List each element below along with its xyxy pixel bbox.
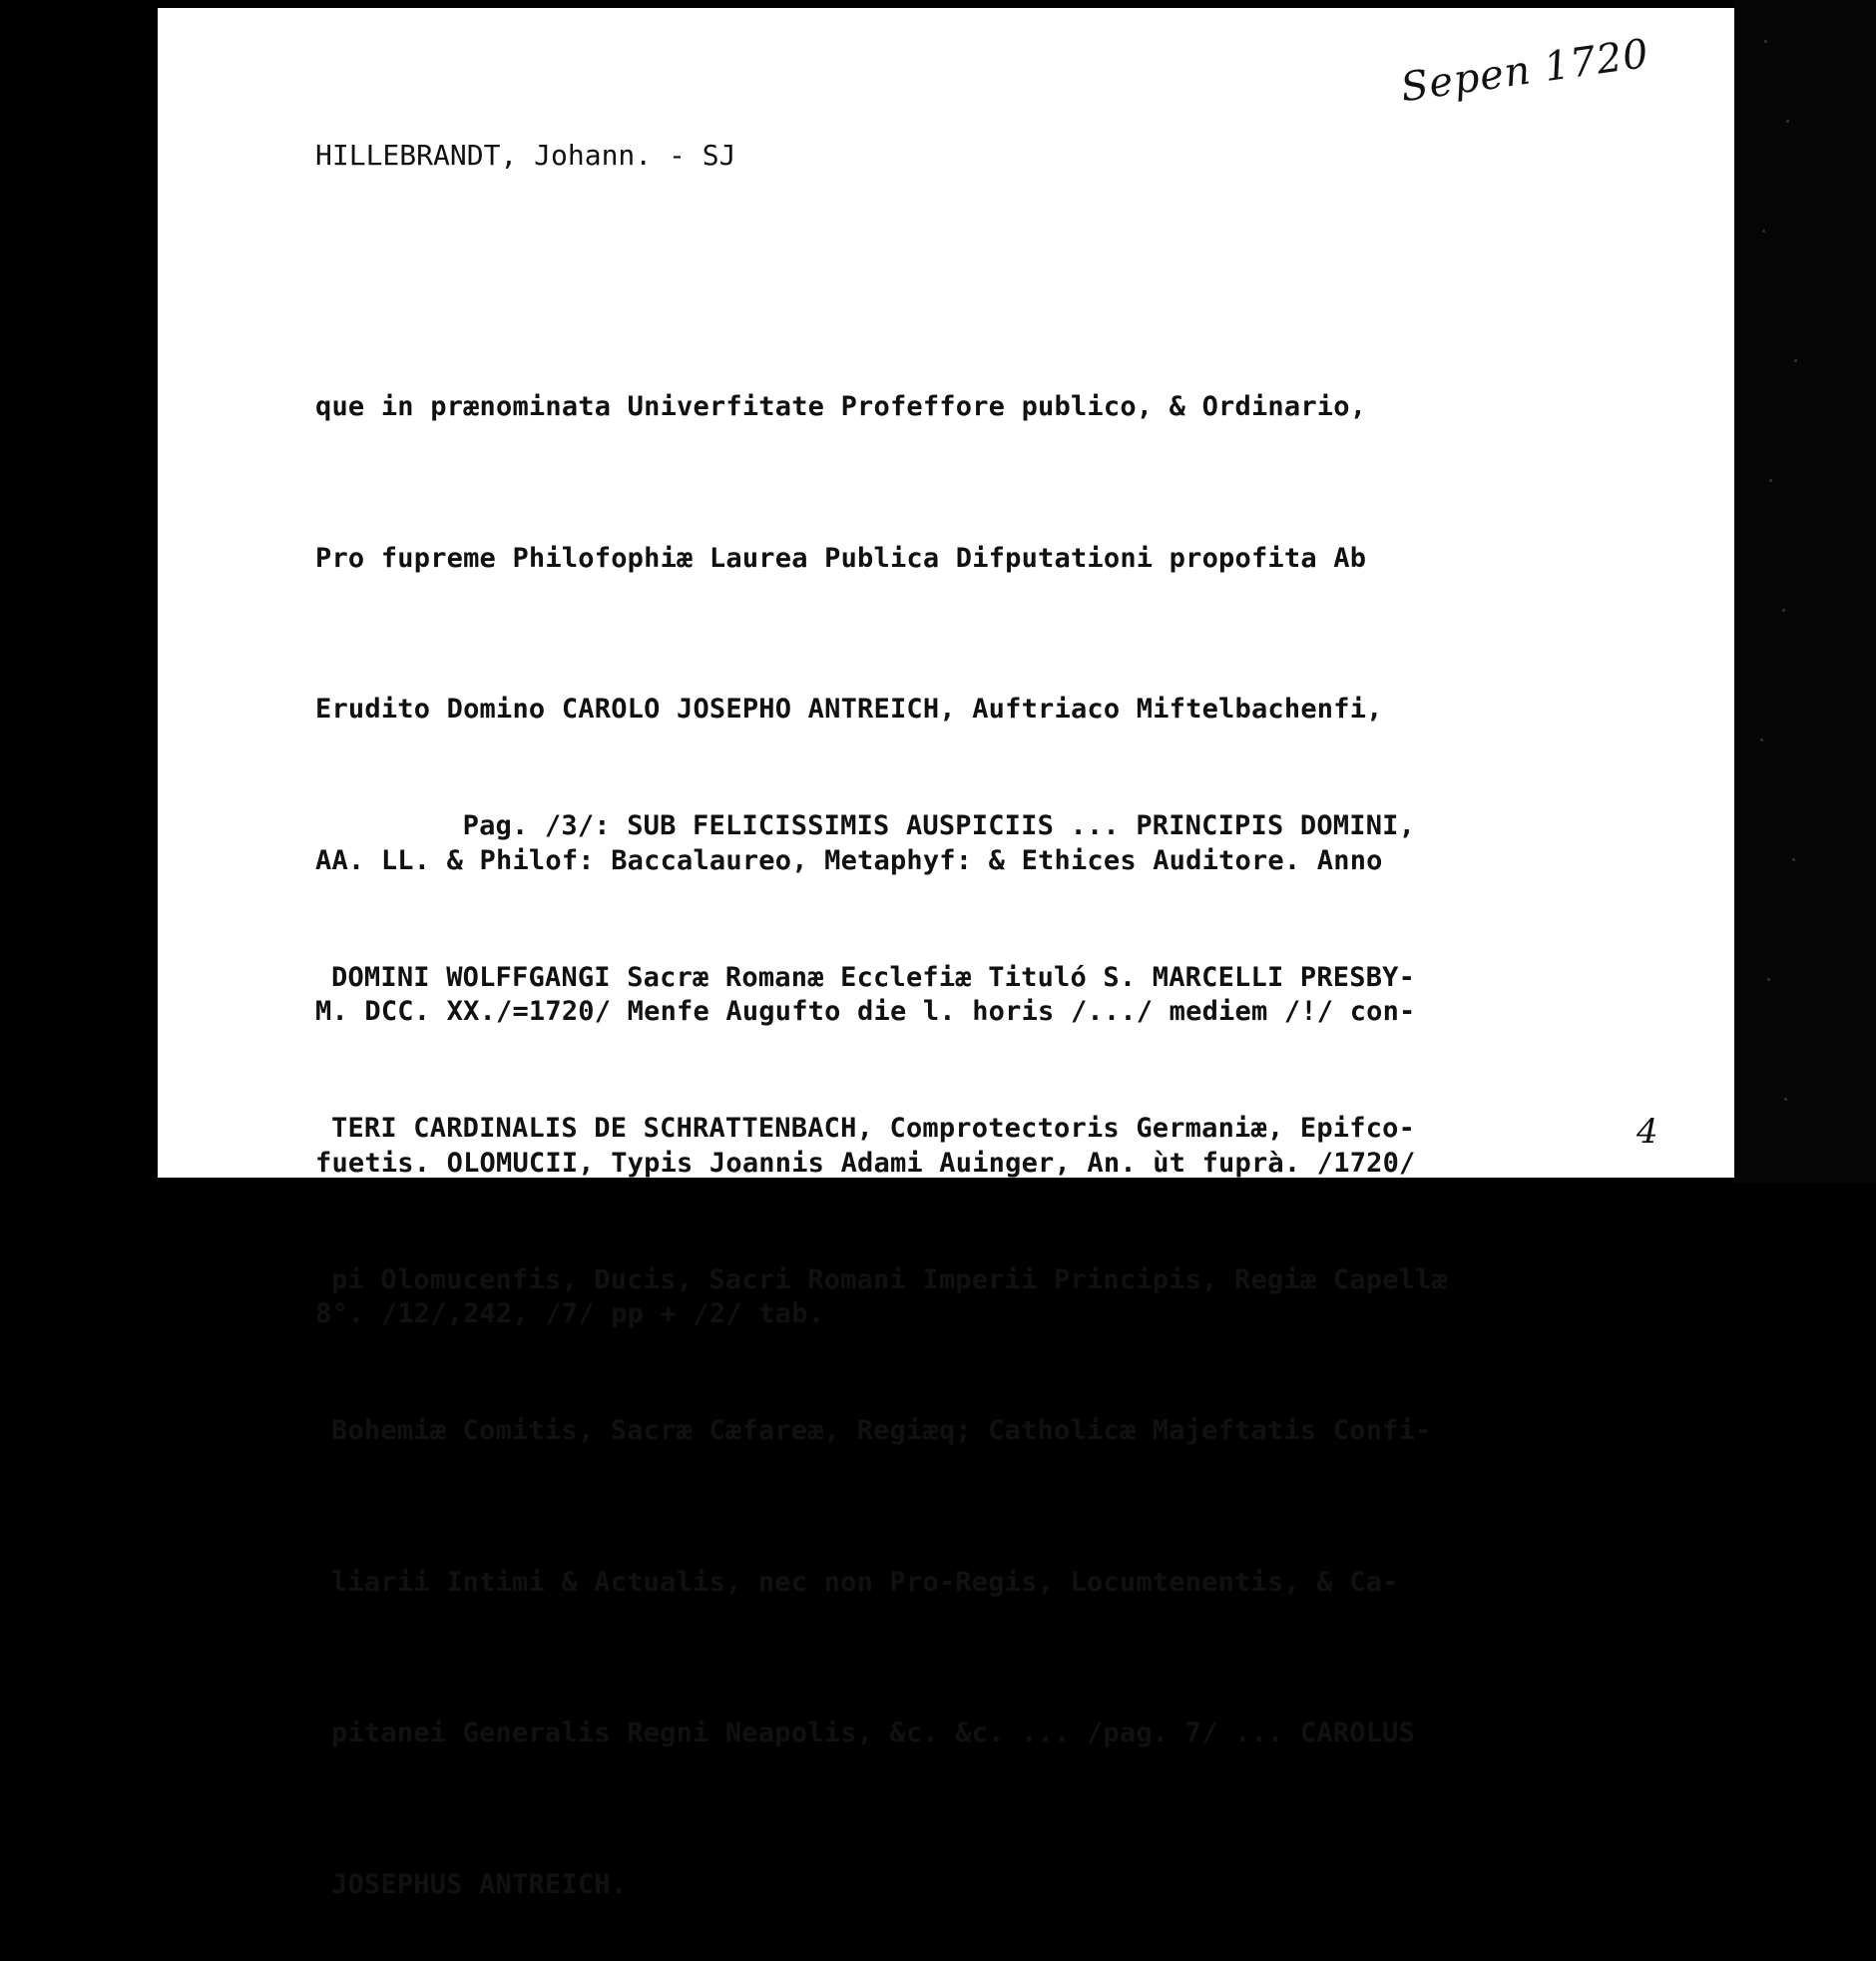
text-line: JOSEPHUS ANTREICH. bbox=[331, 1868, 628, 1900]
text-line: Bohemiæ Comitis, Sacræ Cæfareæ, Regiæq; Catholicæ Majeftatis Confi- bbox=[331, 1415, 1432, 1446]
text-line: M. DCC. XX./=1720/ Menfe Augufto die l. horis /.../ mediem /!/ con- bbox=[315, 996, 1416, 1027]
text-line: TERI CARDINALIS DE SCHRATTENBACH, Comprotectoris Germaniæ, Epifco- bbox=[331, 1113, 1416, 1144]
text-line: que in prænominata Univerfitate Profeffore publico, & Ordinario, bbox=[315, 391, 1367, 422]
handwritten-page-number: 4 bbox=[1637, 1112, 1658, 1152]
text-line: liarii Intimi & Actualis, nec non Pro-Regis, Locumtenentis, & Ca- bbox=[331, 1566, 1399, 1598]
handwritten-shelfmark: Sepen 1720 bbox=[1398, 30, 1652, 112]
text-line: 8°. /12/,242, /7/ pp + /2/ tab. bbox=[315, 1298, 825, 1329]
author-heading: HILLEBRANDT, Johann. - SJ bbox=[315, 139, 736, 172]
text-line: AA. LL. & Philof: Baccalaureo, Metaphyf: & Ethices Auditore. Anno bbox=[315, 844, 1383, 876]
text-line: DOMINI WOLFFGANGI Sacræ Romanæ Ecclefiæ Tituló S. MARCELLI PRESBY- bbox=[331, 961, 1416, 993]
text-line: pitanei Generalis Regni Neapolis, &c. &c. ... /pag. 7/ ... CAROLUS bbox=[331, 1717, 1416, 1748]
text-line: Erudito Domino CAROLO JOSEPHO ANTREICH, Auftriaco Miftelbachenfi, bbox=[315, 694, 1383, 725]
text-line: pi Olomucenfis, Ducis, Sacri Romani Imperii Principis, Regiæ Capellæ bbox=[331, 1263, 1448, 1295]
dedication-paragraph bbox=[331, 701, 1448, 1961]
text-line: Pag. /3/: SUB FELICISSIMIS AUSPICIIS ... PRINCIPIS DOMINI, bbox=[331, 810, 1416, 841]
text-line: fuetis. OLOMUCII, Typis Joannis Adami Auinger, An. ùt fuprà. /1720/ bbox=[315, 1147, 1416, 1179]
text-line: Pro fupreme Philofophiæ Laurea Publica Difputationi propofita Ab bbox=[315, 542, 1367, 574]
scan-edge-strip bbox=[1734, 0, 1876, 1184]
